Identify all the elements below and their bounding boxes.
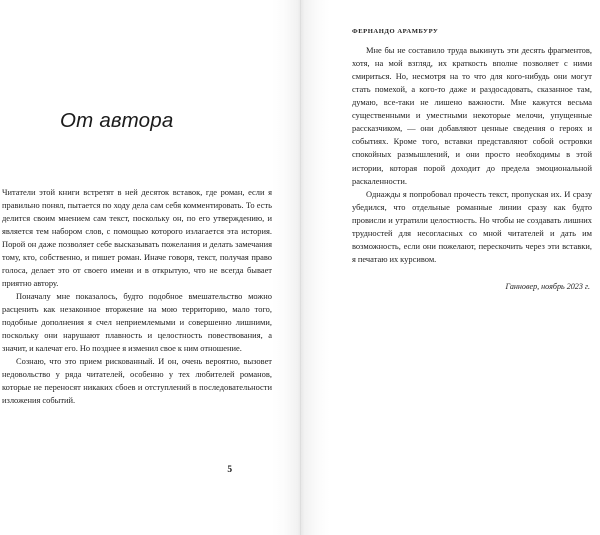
page-number: 5 [227, 465, 232, 475]
recto-page [300, 0, 600, 535]
chapter-title: От автора [60, 109, 174, 132]
verso-body-text [2, 186, 272, 408]
paragraph: Однажды я попробовал прочесть текст, пропуская их. И сразу убедился, что отдельные романные линии сразу как будто провисли и утратили целостность. Но чтобы не создавать лишних трудностей для несогласных со мной читателей и дать им возможность, если они пожелают, перескочить через эти вставки, я печатаю их курсивом. [352, 188, 592, 264]
signature-place-date: Ганновер, ноябрь 2023 г. [505, 281, 590, 291]
running-header-author: ФЕРНАНДО АРАМБУРУ [352, 27, 439, 35]
paragraph: Читатели этой книги встретят в ней десяток вставок, где роман, если я правильно понял, пытается по ходу дела сам себя комментировать. То есть делится своим мнением сам текст, поскольку он, по его утверждению, и является тем набором слов, с помощью которого излагается эта история. Порой он даже позволяет себе высказывать пожелания и делать замечания тому, кто, собственно, и пишет роман. Иначе говоря, текст, получая право голоса, делает это от своего имени и в открытую, что не всегда бывает приятно автору. [2, 186, 272, 288]
paragraph: Поначалу мне показалось, будто подобное вмешательство можно расценить как незаконное вторжение на мою территорию, мало того, подобные дополнения я счел неприемлемыми и совершенно лишними, поскольку они нарушают плавность и целостность повествования, а значит, и калечат его. Но позднее я изменил свое к ним отношение. [2, 290, 272, 354]
recto-body-text [352, 44, 592, 266]
paragraph: Сознаю, что это прием рискованный. И он, очень вероятно, вызовет недовольство у ряда читателей, особенно у тех любителей романов, которые не переносят никаких сбоев и отступлений в последовательности изложения событий. [2, 356, 272, 406]
paragraph: Мне бы не составило труда выкинуть эти десять фрагментов, хотя, на мой взгляд, их краткость вполне позволяет с ними смириться. Но, несмотря на то что для кого-нибудь они могут стать помехой, а кого-то даже и раздосадовать, сказанное там, думаю, все-таки не лишено важности. Мне кажутся весьма существенными и уместными некоторые мелочи, упущенные рассказчиком, — они добавляют ценные сведения о героях и событиях. Кроме того, вставки представляют собой островки спокойных размышлений, и они просто необходимы в этой истории, которая порой доходит до предела эмоциональной раскаленности. [352, 45, 592, 186]
